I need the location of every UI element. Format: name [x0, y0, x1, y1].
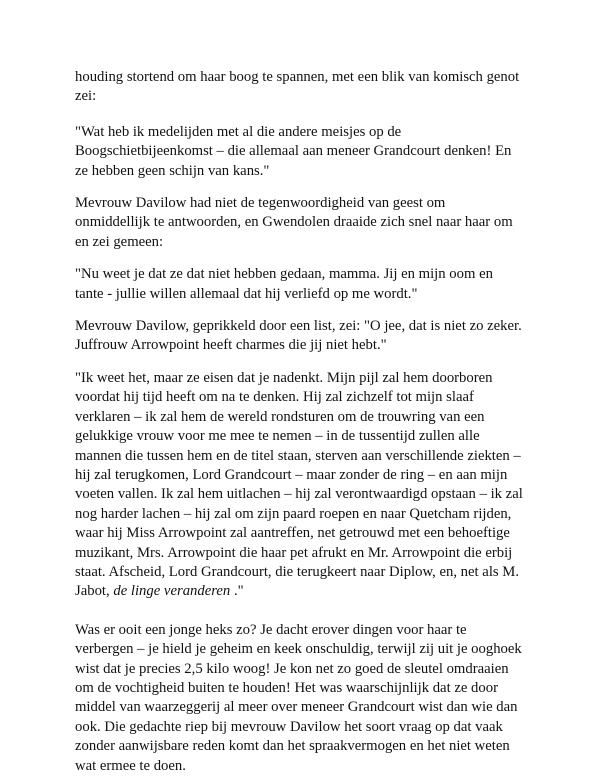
text-line: ze hebben geen schijn van kans.": [75, 162, 270, 179]
text-line: houding stortend om haar boog te spannen, met een blik van komisch genot: [75, 69, 520, 85]
text-line: Mevrouw Davilow had niet de tegenwoordigheid van geest om: [75, 195, 446, 212]
paragraph-p5: [75, 317, 545, 356]
text-line: zei:: [75, 88, 97, 105]
text-line: [75, 582, 545, 601]
text-line: verbergen – je hield je geheim en keek onschuldig, terwijl zij uit je ooghoek: [75, 641, 522, 658]
text-line: tante - jullie willen allemaal dat hij verliefd op me wordt.": [75, 285, 418, 302]
text-run: .": [230, 583, 244, 600]
text-line: Boogschietbijeenkomst – die allemaal aan meneer Grandcourt denken! En: [75, 143, 512, 160]
body-text: [75, 68, 545, 776]
paragraph-p1: [75, 68, 545, 107]
text-run: Jabot,: [75, 583, 114, 600]
text-line: waar hij Miss Arrowpoint zal aantreffen, net getrouwd met een behoeftige: [75, 525, 510, 542]
text-line: en zei gemeen:: [75, 233, 164, 250]
text-line: Was er ooit een jonge heks zo? Je dacht erover dingen voor haar te: [75, 621, 467, 638]
text-line: Juffrouw Arrowpoint heeft charmes die jij niet hebt.": [75, 337, 387, 354]
text-line: zonder aanwijsbare reden komt dan het spraakvermogen en het niet weten: [75, 738, 510, 755]
text-line: hij zal terugkomen, Lord Grandcourt – maar zonder de ring – en aan mijn: [75, 466, 508, 483]
text-line: wist dat je precies 2,5 kilo woog! Je kon net zo goed de sleutel omdraaien: [75, 660, 509, 677]
text-line: verklaren – ik zal hem de wereld rondsturen om de trouwring van een: [75, 408, 485, 425]
text-line: muzikant, Mrs. Arrowpoint die haar pet afrukt en Mr. Arrowpoint die erbij: [75, 544, 513, 561]
italic-phrase: de linge veranderen: [113, 583, 231, 600]
paragraph-p4: [75, 265, 545, 304]
text-line: "Wat heb ik medelijden met al die andere meisjes op de: [75, 123, 402, 140]
text-line: mannen die tussen hem en de titel staan, sterven aan verschillende ziekten –: [75, 447, 521, 464]
text-line: "Nu weet je dat ze dat niet hebben gedaan, mamma. Jij en mijn oom en: [75, 266, 493, 283]
text-line: voordat hij tijd heeft om na te denken. Hij zal zichzelf tot mijn slaaf: [75, 389, 474, 406]
text-line: "Ik weet het, maar ze eisen dat je nadenkt. Mijn pijl zal hem doorboren: [75, 369, 493, 386]
paragraph-p3: [75, 194, 545, 252]
paragraph-p2: [75, 123, 545, 181]
text-line: voeten vallen. Ik zal hem uitlachen – hij zal verontwaardigd opstaan – ik zal: [75, 486, 523, 503]
text-line: middel van waarzeggerij al meer over meneer Grandcourt wist dan wie dan: [75, 699, 518, 716]
text-line: onmiddellijk te antwoorden, en Gwendolen draaide zich snel naar haar om: [75, 214, 513, 231]
text-line: staat. Afscheid, Lord Grandcourt, die terugkeert naar Diplow, en, net als M.: [75, 563, 520, 580]
text-line: wat ermee te doen.: [75, 757, 186, 774]
text-line: om de vochtigheid buiten te houden! Het was waarschijnlijk dat ze door: [75, 679, 498, 696]
text-line: gelukkige vrouw voor me mee te nemen – in de tussentijd zullen alle: [75, 428, 480, 445]
text-line: ook. Die gedachte riep bij mevrouw Davilow het soort vraag op dat vaak: [75, 718, 503, 735]
paragraph-p7: [75, 621, 545, 776]
text-line: Mevrouw Davilow, geprikkeld door een list, zei: "O jee, dat is niet zo zeker.: [75, 318, 522, 335]
text-line: nog harder lachen – hij zal om zijn paard roepen en naar Quetcham rijden,: [75, 505, 512, 522]
paragraph-p6: [75, 369, 545, 602]
